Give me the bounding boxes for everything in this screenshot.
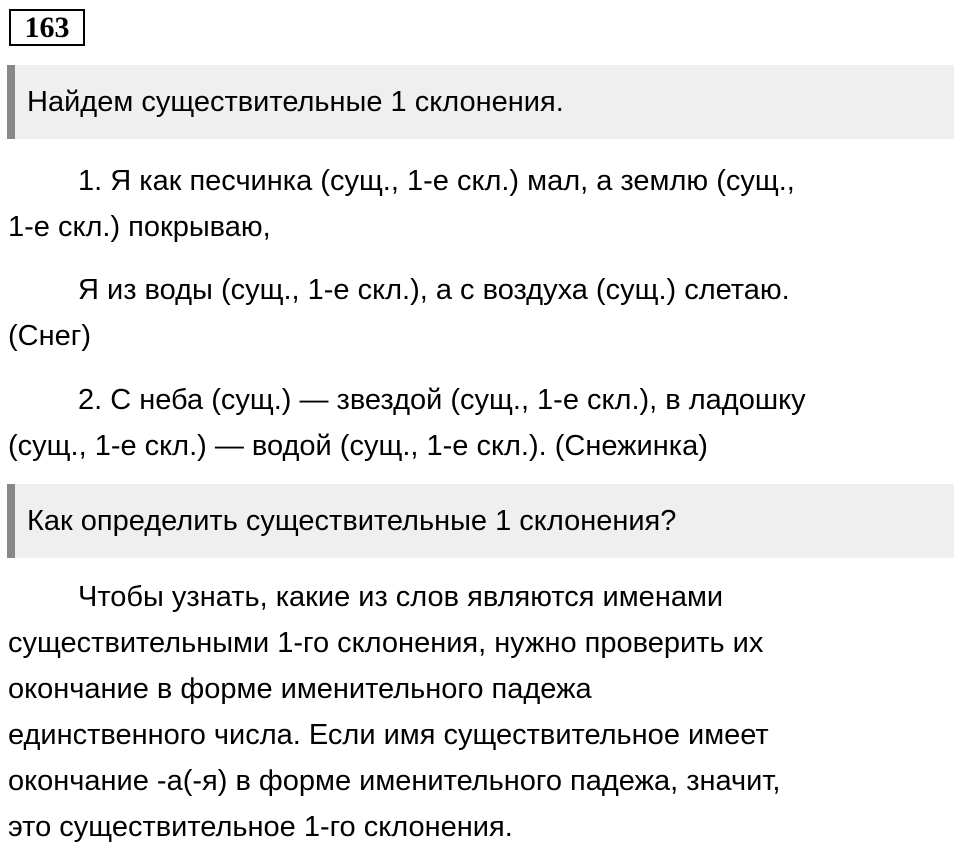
- example-paragraph-1: [8, 158, 948, 250]
- text-line: Я из воды (сущ., 1-е скл.), а с воздуха (сущ.) слетаю.: [78, 274, 790, 306]
- text-line: окончание в форме именительного падежа: [8, 673, 592, 705]
- text-line: единственного числа. Если имя существительное имеет: [8, 719, 769, 751]
- text-line: 2. С неба (сущ.) — звездой (сущ., 1-е скл.), в ладошку: [78, 384, 806, 416]
- text-line: Чтобы узнать, какие из слов являются именами: [78, 581, 724, 613]
- section-heading-find-nouns: Найдем существительные 1 склонения.: [7, 65, 954, 139]
- example-paragraph-3: [8, 377, 948, 469]
- task-number: 163: [9, 9, 85, 46]
- text-line: 1. Я как песчинка (сущ., 1-е скл.) мал, а землю (сущ.,: [78, 165, 795, 197]
- text-line: существительными 1-го склонения, нужно проверить их: [8, 627, 764, 659]
- text-line: 1-е скл.) покрываю,: [8, 211, 271, 243]
- explanation-paragraph: [8, 574, 948, 850]
- section-heading-how-to-determine: Как определить существительные 1 склонения?: [7, 484, 954, 558]
- text-line: окончание -а(-я) в форме именительного падежа, значит,: [8, 765, 781, 797]
- text-line: (Снег): [8, 320, 91, 352]
- example-paragraph-2: [8, 267, 948, 359]
- text-line: это существительное 1-го склонения.: [8, 811, 513, 843]
- text-line: (сущ., 1-е скл.) — водой (сущ., 1-е скл.). (Снежинка): [8, 430, 708, 462]
